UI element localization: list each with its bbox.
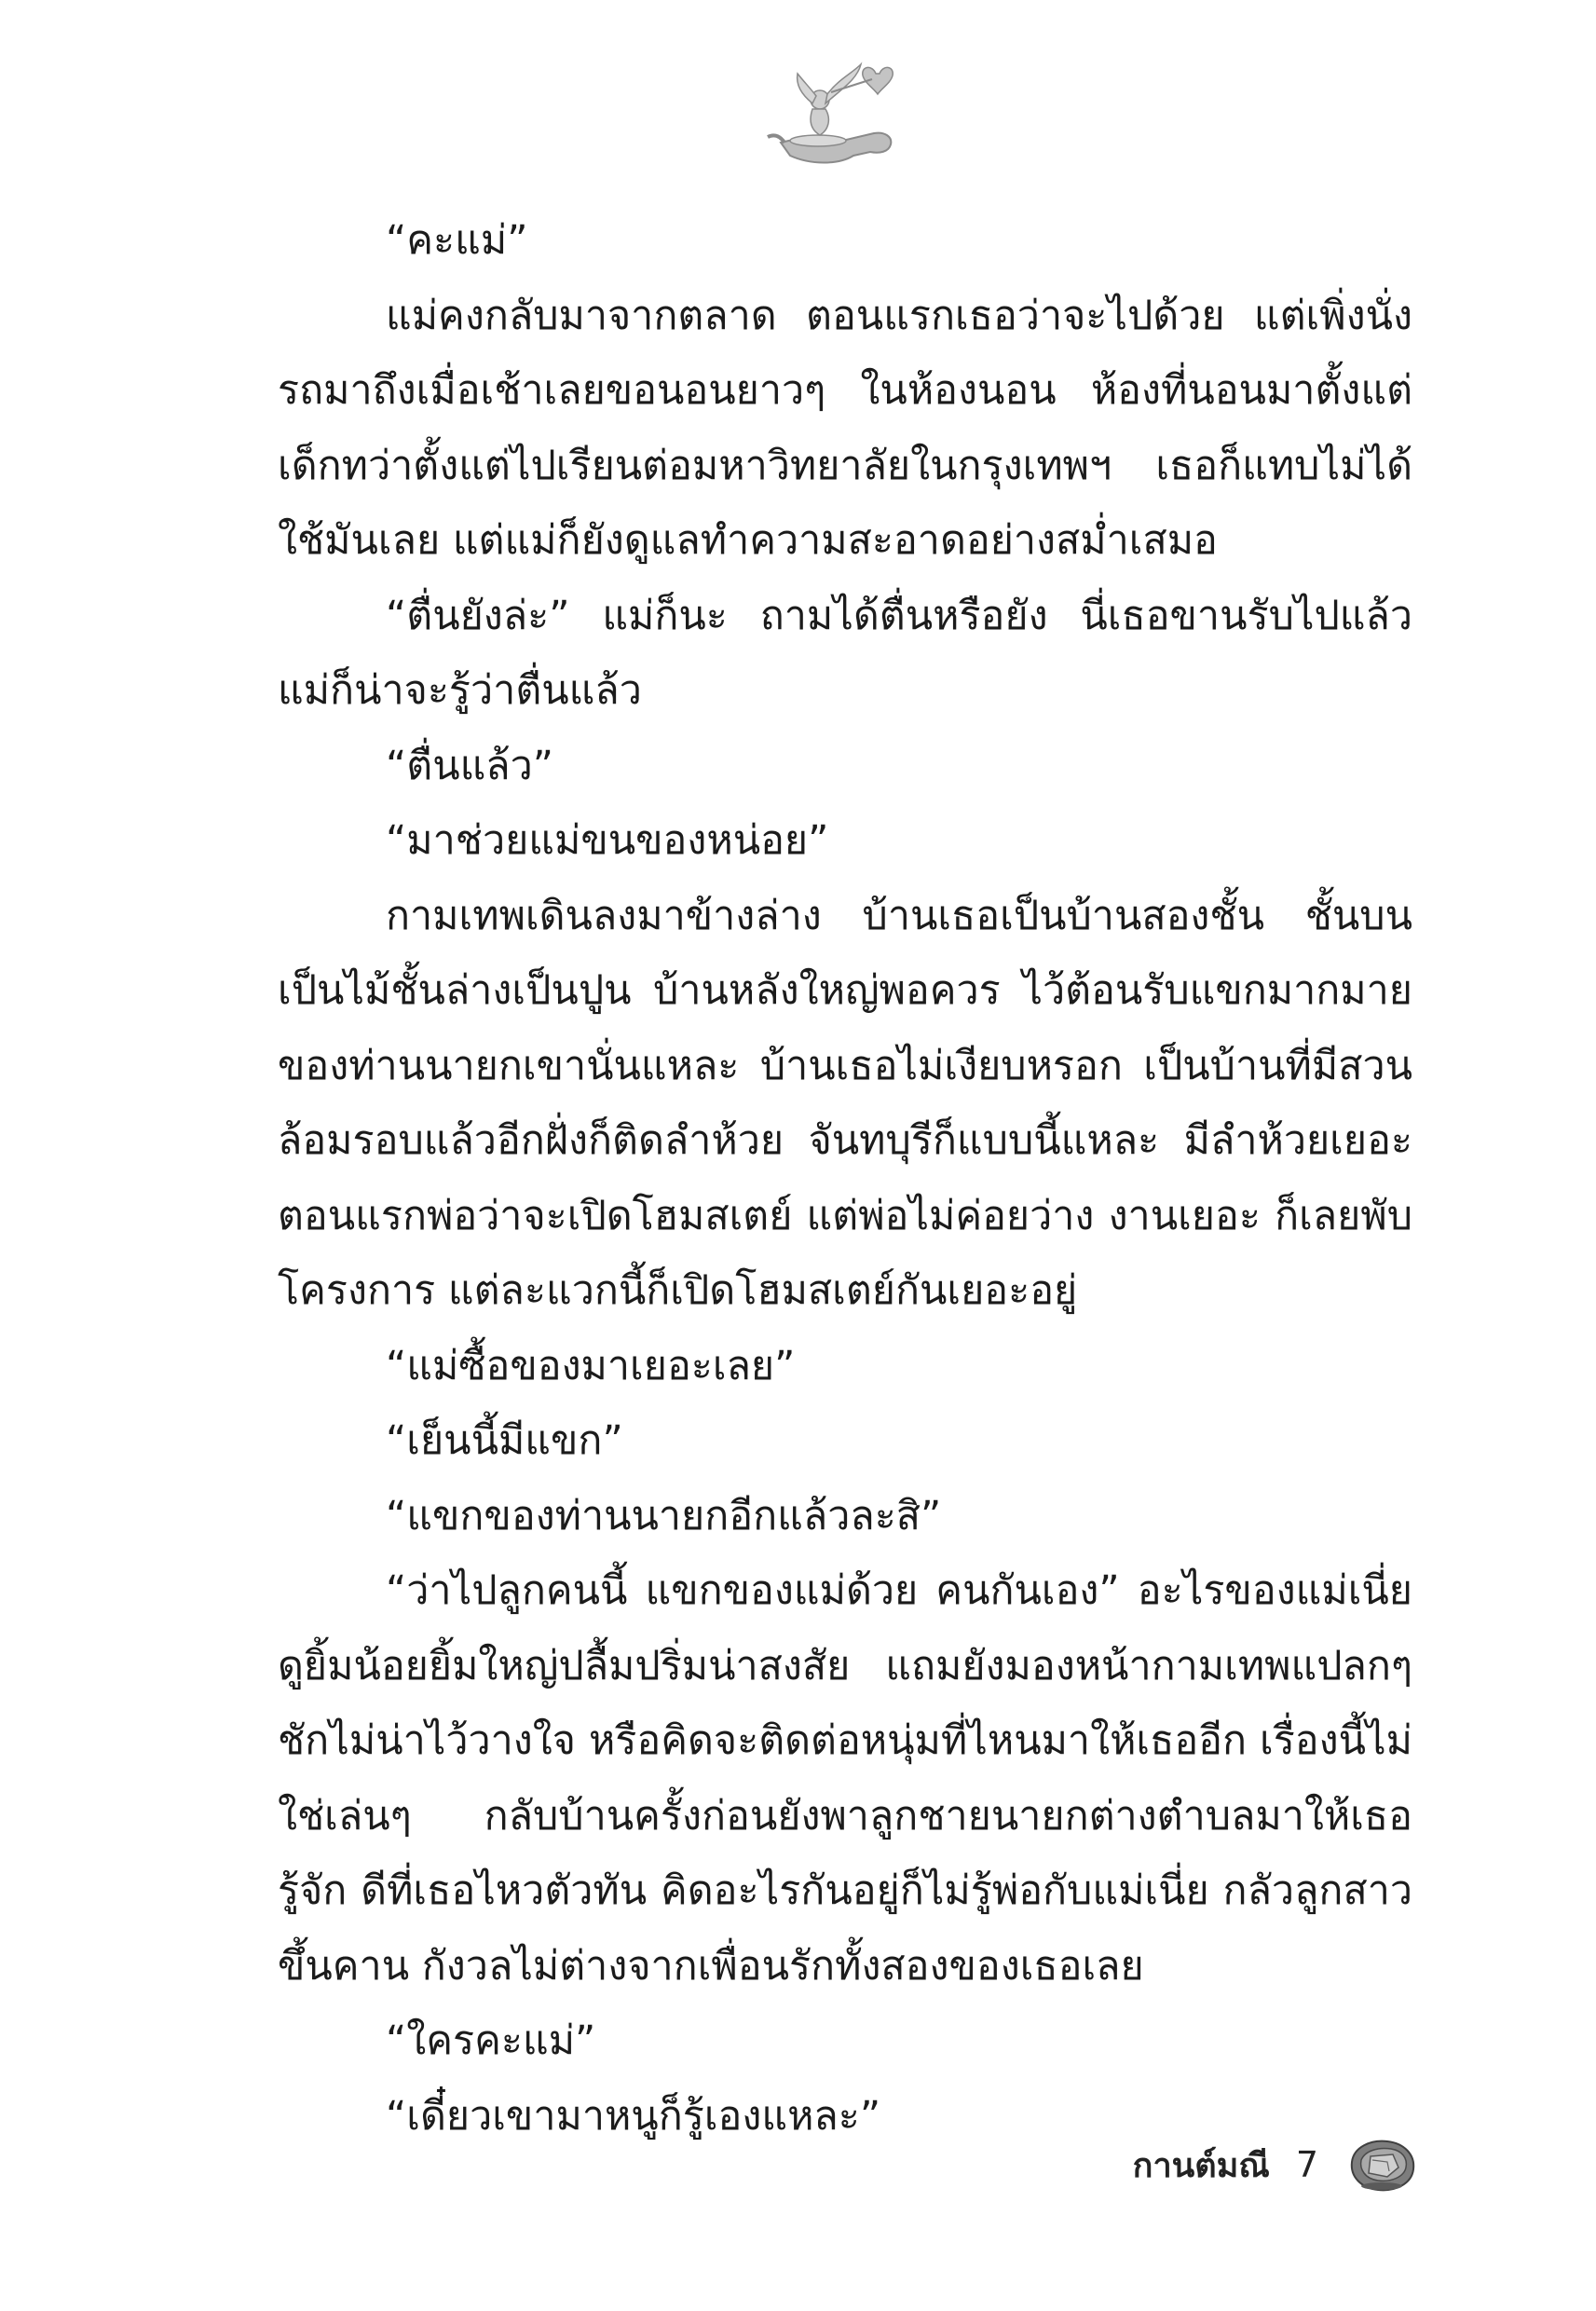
page-footer (1133, 2134, 1419, 2195)
paragraph: “ตื่นแล้ว” (386, 742, 554, 789)
paragraph: “ว่าไปลูกคนนี้ แขกของแม่ด้วย คนกันเอง” อะไรของแม่เนี่ย ดูยิ้มน้อยยิ้มใหญ่ปลื้มปริ่มน่าสงสัย แถมยังมองหน้ากามเทพแปลกๆ ชักไม่น่าไว้วางใจ หรือคิดจะติดต่อหนุ่มที่ไหนมาให้เธออีก เรื่องนี้ไม่ใช่เล่นๆ กลับบ้านครั้งก่อนยังพาลูกชายนายกต่างตำบลมาให้เธอรู้จัก ดีที่เธอไหวตัวทัน คิดอะไรกันอยู่ก็ไม่รู้พ่อกับแม่เนี่ย กลัวลูกสาวขึ้นคาน กังวลไม่ต่างจากเพื่อนรักทั้งสองของเธอเลย (278, 1567, 1412, 1990)
paragraph: “แขกของท่านนายกอีกแล้วละสิ” (386, 1492, 942, 1539)
paragraph: “คะแม่” (386, 217, 528, 264)
body-text (278, 203, 1412, 2154)
paragraph: แม่คงกลับมาจากตลาด ตอนแรกเธอว่าจะไปด้วย แต่เพิ่งนั่งรถมาถึงเมื่อเช้าเลยขอนอนยาวๆ ในห้องนอน ห้องที่นอนมาตั้งแต่เด็กทว่าตั้งแต่ไปเรียนต่อมหาวิทยาลัยในกรุงเทพฯ เธอก็แทบไม่ได้ใช้มันเลย แต่แม่ก็ยังดูแลทำความสะอาดอย่างสม่ำเสมอ (278, 292, 1412, 564)
paragraph: “ตื่นยังล่ะ” แม่ก็นะ ถามได้ตื่นหรือยัง นี่เธอขานรับไปแล้ว แม่ก็น่าจะรู้ว่าตื่นแล้ว (278, 592, 1412, 714)
paragraph: “เดี๋ยวเขามาหนูก็รู้เองแหละ” (386, 2092, 881, 2140)
paragraph: “เย็นนี้มีแขก” (386, 1417, 623, 1464)
paragraph: กามเทพเดินลงมาข้างล่าง บ้านเธอเป็นบ้านสองชั้น ชั้นบนเป็นไม้ชั้นล่างเป็นปูน บ้านหลังใหญ่พอควร ไว้ต้อนรับแขกมากมายของท่านนายกเขานั่นแหละ บ้านเธอไม่เงียบหรอก เป็นบ้านที่มีสวนล้อมรอบแล้วอีกฝั่งก็ติดลำห้วย จันทบุรีก็แบบนี้แหละ มีลำห้วยเยอะ ตอนแรกพ่อว่าจะเปิดโฮมสเตย์ แต่พ่อไม่ค่อยว่าง งานเยอะ ก็เลยพับโครงการ แต่ละแวกนี้ก็เปิดโฮมสเตย์กันเยอะอยู่ (278, 892, 1412, 1314)
author-name: กานต์มณี (1132, 2146, 1270, 2185)
paragraph: “มาช่วยแม่ขนของหน่อย” (386, 817, 829, 864)
paragraph: “ใครคะแม่” (386, 2017, 596, 2064)
page-number: 7 (1295, 2144, 1318, 2185)
paragraph: “แม่ซื้อของมาเยอะเลย” (386, 1342, 796, 1389)
stone-ornament-icon (1344, 2134, 1419, 2195)
cupid-teapot-ornament-icon (764, 51, 904, 172)
